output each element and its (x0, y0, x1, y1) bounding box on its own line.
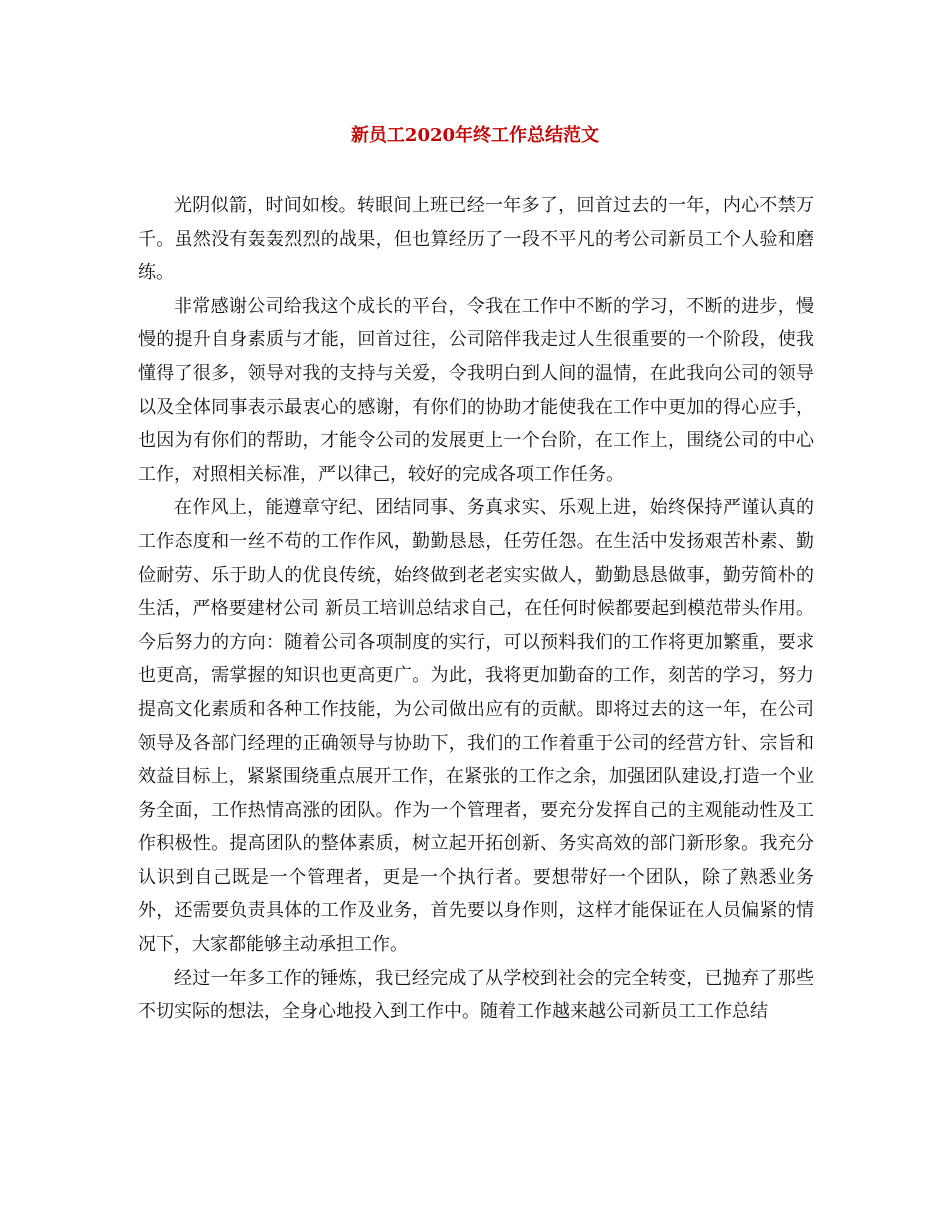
document-title: 新员工2020年终工作总结范文 (350, 125, 600, 146)
paragraph-3: 在作风上，能遵章守纪、团结同事、务真求实、乐观上进，始终保持严谨认真的工作态度和一丝不苟的工作作风，勤勤恳恳，任劳任怨。在生活中发扬艰苦朴素、勤俭耐劳、乐于助人的优良传统，始终做到老老实实做人，勤勤恳恳做事，勤劳简朴的生活，严格要建材公司 新员工培训总结求自己，在任何时候都要起到模范带头作用。今后努力的方向：随着公司各项制度的实行，可以预料我们的工作将更加繁重，要求也更高，需掌握的知识也更高更广。为此，我将更加勤奋的工作，刻苦的学习，努力提高文化素质和各种工作技能，为公司做出应有的贡献。即将过去的这一年，在公司领导及各部门经理的正确领导与协助下，我们的工作着重于公司的经营方针、宗旨和效益目标上，紧紧围绕重点展开工作，在紧张的工作之余，加强团队建设,打造一个业务全面，工作热情高涨的团队。作为一个管理者，要充分发挥自己的主观能动性及工作积极性。提高团队的整体素质，树立起开拓创新、务实高效的部门新形象。我充分认识到自己既是一个管理者，更是一个执行者。要想带好一个团队，除了熟悉业务外，还需要负责具体的工作及业务，首先要以身作则，这样才能保证在人员偏紧的情况下，大家都能够主动承担工作。 (138, 497, 814, 956)
paragraph-1: 光阴似箭，时间如梭。转眼间上班已经一年多了，回首过去的一年，内心不禁万千。虽然没有轰轰烈烈的战果，但也算经历了一段不平凡的考公司新员工个人验和磨练。 (138, 195, 814, 284)
paragraph-4: 经过一年多工作的锤炼，我已经完成了从学校到社会的完全转变，已抛弃了那些不切实际的想法，全身心地投入到工作中。随着工作越来越公司新员工工作总结 (138, 967, 814, 1023)
document-body (138, 189, 814, 1029)
paragraph-2: 非常感谢公司给我这个成长的平台，令我在工作中不断的学习，不断的进步，慢慢的提升自身素质与才能，回首过往，公司陪伴我走过人生很重要的一个阶段，使我懂得了很多，领导对我的支持与关爱，令我明白到人间的温情，在此我向公司的领导以及全体同事表示最衷心的感谢，有你们的协助才能使我在工作中更加的得心应手，也因为有你们的帮助，才能令公司的发展更上一个台阶，在工作上，围绕公司的中心工作，对照相关标准，严以律己，较好的完成各项工作任务。 (138, 295, 814, 485)
